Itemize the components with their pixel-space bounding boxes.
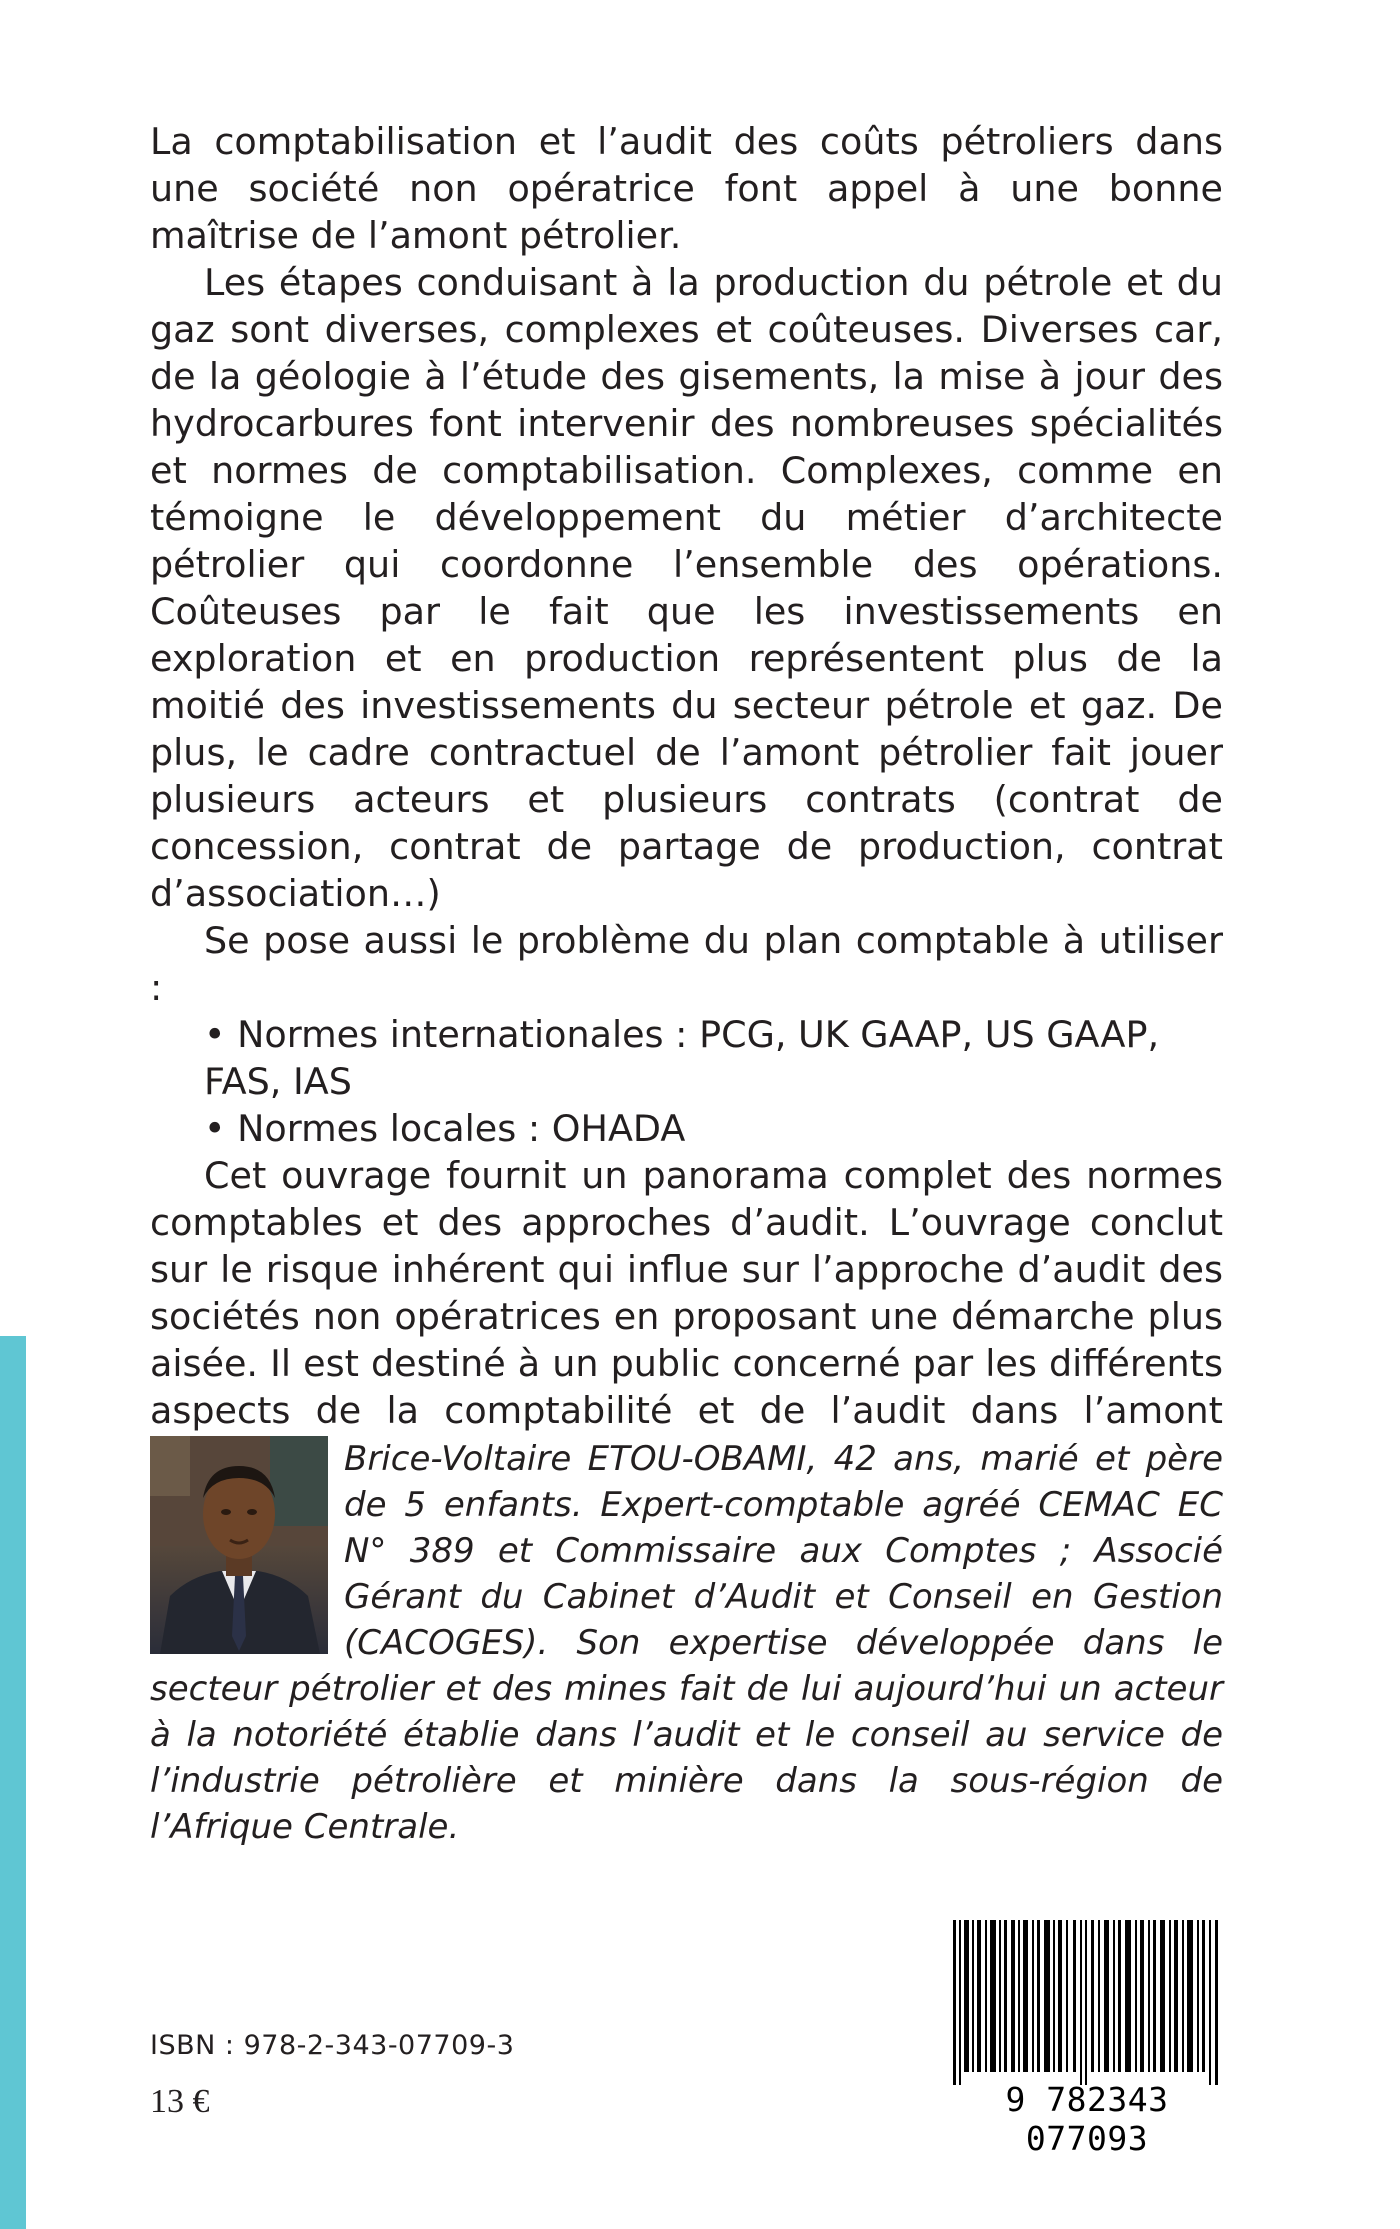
bullet-item: • Normes internationales : PCG, UK GAAP, US GAAP, FAS, IAS: [204, 1013, 1160, 1103]
blurb-paragraph-2: Les étapes conduisant à la production du pétrole et du gaz sont diverses, complexes et coûteuses. Diverses car, de la géologie à l’étude des gisements, la mise à jour des hydrocarbures font intervenir des nombreuses spécialités et normes de comptabilisation. Complexes, comme en témoigne le développement du métier d’architecte pétrolier qui coordonne l’ensemble des opérations. Coûteuses par le fait que les investissements en exploration et en production représentent plus de la moitié des investissements du secteur pétrole et gaz. De plus, le cadre contractuel de l’amont pétrolier fait jouer plusieurs acteurs et plusieurs contrats (contrat de concession, contrat de partage de production, contrat d’association…): [150, 261, 1223, 915]
author-biography: Brice-Voltaire ETOU-OBAMI, 42 ans, marié et père de 5 enfants. Expert-comptable agréé CEMAC EC N° 389 et Commissaire aux Comptes ; Associé Gérant du Cabinet d’Audit et Conseil en Gestion (CACOGES). Son expertise développée dans le secteur pétrolier et des mines fait de lui aujourd’hui un acteur à la notoriété établie dans l’audit et le conseil au service de l’industrie pétrolière et minière dans la sous-région de l’Afrique Centrale.: [150, 1439, 1223, 1847]
blurb-paragraph-4: Cet ouvrage fournit un panorama complet des normes comptables et des approches d’audit. L’ouvrage conclut sur le risque inhérent qui influe sur l’approche d’audit des sociétés non opératrices en proposant une démarche plus aisée. Il est destiné à un public concerné par les différents aspects de la comptabilité et de l’audit dans l’amont: [150, 1154, 1223, 1432]
blurb-paragraph-1: La comptabilisation et l’audit des coûts pétroliers dans une société non opératrice font appel à une bonne maîtrise de l’amont pétrolier.: [150, 120, 1223, 257]
back-cover-blurb: [150, 118, 1223, 1481]
author-section: [150, 1436, 1223, 1850]
isbn-label: ISBN : 978-2-343-07709-3: [150, 2030, 515, 2061]
barcode-number: 9 782343 077093: [1005, 2080, 1169, 2158]
price-label: 13 €: [150, 2083, 210, 2120]
blurb-paragraph-3: Se pose aussi le problème du plan comptable à utiliser :: [150, 919, 1223, 1009]
bullet-item: • Normes locales : OHADA: [204, 1107, 686, 1150]
accent-side-bar: [0, 1336, 26, 2229]
author-photo: [150, 1436, 328, 1654]
